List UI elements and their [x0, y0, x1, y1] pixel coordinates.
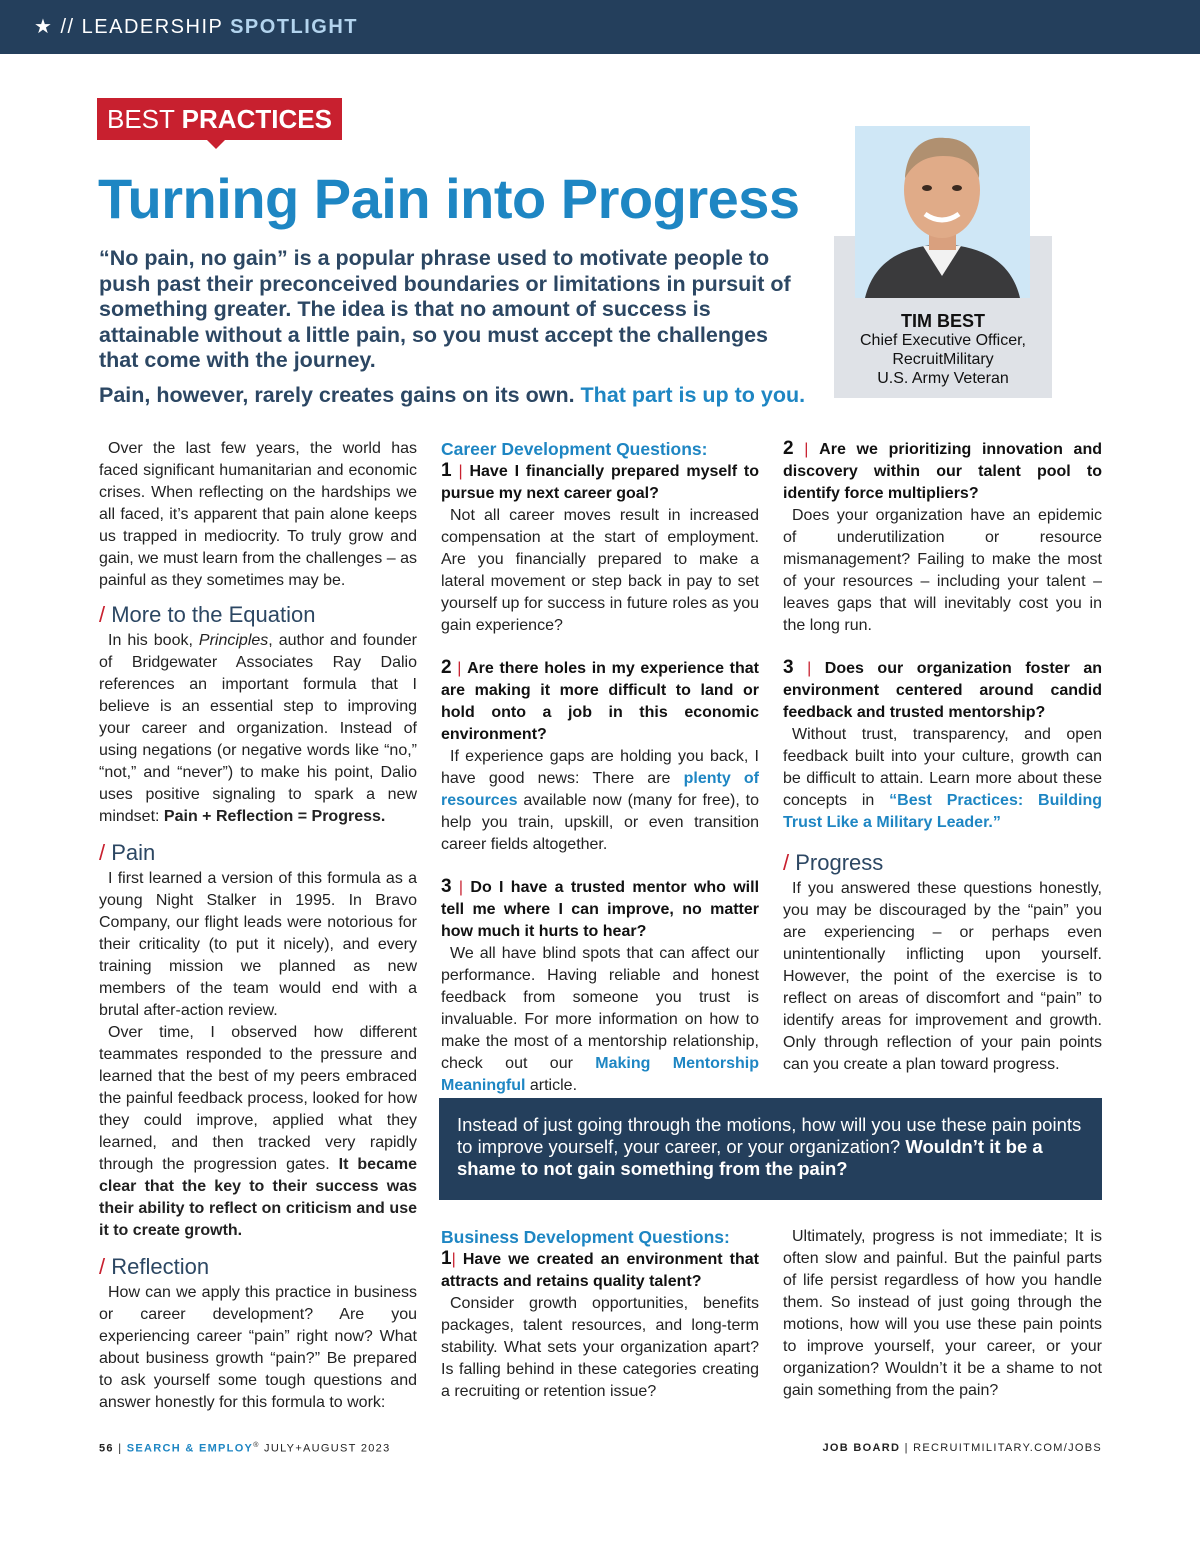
- heading-reflection: / Reflection: [99, 1254, 210, 1279]
- closing-paragraph: Ultimately, progress is not immediate; It is often slow and painful. But the painful parts of life persist regardless of how you handle them. So instead of just going through the motions, how will you use these pain points to improve yourself, your career, or your organization? Wouldn’t it be a shame to not gain something from the pain?: [783, 1228, 1102, 1399]
- job-board-url[interactable]: RECRUITMILITARY.COM/JOBS: [913, 1442, 1102, 1454]
- heading-text: More to the Equation: [111, 602, 316, 627]
- text: If experience gaps are holding you back, I have good news: There are: [441, 748, 759, 787]
- section-header-highlight: SPOTLIGHT: [230, 16, 359, 38]
- business-questions: [441, 1226, 759, 1403]
- text: article.: [525, 1077, 578, 1094]
- mentorship-link[interactable]: Making Mentorship Meaningful: [441, 1055, 760, 1094]
- text: , author and founder of Bridgewater Associates Ray Dalio references an important formula that I believe is an essential step to improving your career and organization. Instead of using negations (or negative words like “no,” “not,” and “never”) to make his point, Dalio uses positive signaling to spark a new mindset:: [99, 632, 418, 825]
- q-text: Have we created an environment that attracts and retains quality talent?: [441, 1251, 759, 1290]
- lede-pain-text: Pain, however, rarely creates gains on its own.: [99, 383, 581, 407]
- tag-bold: PRACTICES: [181, 104, 332, 134]
- q-number: 2: [783, 438, 794, 459]
- article-lede-pain: [99, 383, 819, 408]
- pain-paragraph-2: [99, 1022, 417, 1242]
- q-number: 3: [783, 657, 794, 678]
- heading-text: Pain: [111, 840, 156, 865]
- heading-text: Reflection: [111, 1254, 210, 1279]
- section-header-prefix: ★ // LEADERSHIP: [34, 16, 231, 38]
- career-answer-3: [441, 943, 759, 1097]
- career-question-1: 1 | Have I financially prepared myself to pursue my next career goal?: [441, 460, 760, 502]
- heading-pain: / Pain: [99, 840, 156, 865]
- article-title: Turning Pain into Progress: [98, 167, 800, 230]
- heading-more-to-equation: / More to the Equation: [99, 602, 316, 627]
- q-text: Does our organization foster an environment centered around candid feedback and trusted mentorship?: [783, 660, 1102, 721]
- q-text: Are we prioritizing innovation and discovery within our talent pool to identify force multipliers?: [783, 441, 1102, 502]
- callout-text: Instead of just going through the motions, how will you use these pain points to improve yourself, your career, or your organization?: [457, 1114, 1082, 1157]
- trust-article-link[interactable]: “Best Practices: Building Trust Like a Military Leader.”: [783, 792, 1102, 831]
- q-text: Are there holes in my experience that are making it more difficult to land or hold onto a job in this economic environment?: [441, 660, 760, 743]
- business-question-2: 2 | Are we prioritizing innovation and discovery within our talent pool to identify force multipliers?: [783, 438, 1102, 502]
- text: Over time, I observed how different teammates responded to the pressure and learned that the best of my peers embraced the painful feedback process, looked for how they could improve, applied what they learned, and then tracked very rapidly through the progression gates.: [99, 1024, 417, 1173]
- lede-pain-highlight: That part is up to you.: [580, 383, 806, 407]
- article-lede: “No pain, no gain” is a popular phrase used to motivate people to push past their preconceived boundaries or limitations in pursuit of something greater. The idea is that no amount of success is attainable without a little pain, so you must accept the challenges that come with the journey.: [99, 246, 791, 372]
- job-board-label: JOB BOARD: [822, 1442, 901, 1454]
- business-answer-3: [783, 724, 1102, 834]
- bold-text: It became clear that the key to their success was their ability to reflect on criticism and use it to create growth.: [99, 1156, 417, 1239]
- section-header: [0, 0, 1200, 54]
- business-question-3: 3 | Does our organization foster an environment centered around candid feedback and trusted mentorship?: [783, 657, 1102, 721]
- author-veteran: U.S. Army Veteran: [877, 370, 1009, 387]
- pain-paragraph-1: I first learned a version of this formula as a young Night Stalker in 1995. In Bravo Company, our flight leads were notorious for their criticality (to put it nicely), and every training mission we planned as new members of the team would end with a brutal after-action review.: [99, 870, 417, 1019]
- text: available now (many for free), to help you train, upskill, or even transition career fields altogether.: [441, 792, 759, 853]
- pull-quote-callout: [439, 1098, 1102, 1200]
- resources-link[interactable]: plenty of resources: [441, 770, 759, 809]
- progress-paragraph: If you answered these questions honestly, you may be discouraged by the “pain” you are experiencing – or perhaps even unintentionally inflicting upon yourself. However, the point of the exercise is to reflect on areas of discomfort and “pain” to identify areas for improvement and growth. Only through reflection of your pain points can you create a plan toward progress.: [783, 880, 1102, 1073]
- heading-progress: / Progress: [783, 850, 884, 875]
- q-number: 1: [441, 460, 452, 481]
- reflection-paragraph: How can we apply this practice in business or career development? Are you experiencing career “pain” right now? What about business growth “pain?” Be prepared to ask yourself some tough questions and answer honestly for this formula to work:: [99, 1284, 417, 1411]
- career-answer-1: Not all career moves result in increased compensation at the start of employment. Are you financially prepared to make a lateral movement or step back in pay to set yourself up for success in future roles as you gain experience?: [441, 507, 759, 634]
- portrait-image: [855, 126, 1030, 298]
- column-2: [441, 438, 759, 1097]
- magazine-name: SEARCH & EMPLOY: [126, 1442, 254, 1455]
- business-questions-heading: Business Development Questions:: [441, 1227, 730, 1247]
- more-paragraph: [99, 630, 417, 828]
- q-number: 1: [441, 1248, 452, 1269]
- intro-paragraph: Over the last few years, the world has faced significant humanitarian and economic crises. When reflecting on the hardships we all faced, it’s apparent that pain alone keeps us trapped in mediocrity. To truly grow and gain, we must learn from the challenges – as painful as they sometimes may be.: [99, 440, 417, 589]
- author-title: Chief Executive Officer,: [860, 332, 1026, 349]
- footer-left: [99, 1442, 391, 1455]
- business-question-1: 1| Have we created an environment that attracts and retains quality talent?: [441, 1248, 759, 1290]
- q-number: 3: [441, 876, 452, 897]
- footer-separator: |: [118, 1442, 123, 1455]
- author-info: [834, 312, 1052, 388]
- footer-right: [823, 1442, 1103, 1454]
- issue-date: JULY+AUGUST 2023: [264, 1442, 391, 1455]
- tag-normal: BEST: [107, 104, 182, 134]
- page-number: 56: [99, 1442, 114, 1455]
- footer-separator: |: [904, 1442, 909, 1454]
- author-company: RecruitMilitary: [892, 351, 994, 368]
- career-question-3: 3 | Do I have a trusted mentor who will tell me where I can improve, no matter how much it hurts to hear?: [441, 876, 760, 940]
- career-questions-heading: Career Development Questions:: [441, 439, 708, 459]
- column-3: [783, 438, 1102, 1076]
- business-answer-2: Does your organization have an epidemic of underutilization or resource mismanagement? Failing to make the most of your resources – including your talent – leaves gaps that will inevitably cost you in the long run.: [783, 507, 1102, 634]
- book-title: Principles: [198, 632, 269, 649]
- q-text: Have I financially prepared myself to pursue my next career goal?: [441, 463, 760, 502]
- formula: Pain + Reflection = Progress.: [163, 808, 386, 825]
- author-portrait: [855, 126, 1030, 298]
- callout-bold: Wouldn’t it be a shame to not gain something from the pain?: [457, 1136, 1043, 1179]
- text: In his book,: [108, 632, 199, 649]
- career-answer-2: [441, 746, 759, 856]
- author-name: TIM BEST: [901, 311, 985, 331]
- text: Without trust, transparency, and open feedback built into your culture, growth can be difficult to attain. Learn more about these concepts in: [783, 726, 1102, 809]
- heading-text: Progress: [795, 850, 884, 875]
- category-tag: [97, 98, 342, 140]
- registered-mark: ®: [253, 1442, 260, 1449]
- column-1: [99, 438, 417, 1414]
- career-question-2: 2 | Are there holes in my experience that are making it more difficult to land or hold onto a job in this economic environment?: [441, 657, 760, 743]
- q-number: 2: [441, 657, 452, 678]
- q-text: Do I have a trusted mentor who will tell me where I can improve, no matter how much it hurts to hear?: [441, 879, 760, 940]
- closing-column: [783, 1226, 1102, 1402]
- business-answer-1: Consider growth opportunities, benefits packages, talent resources, and long-term stability. What sets your organization apart? Is falling behind in these categories creating a recruiting or retention issue?: [441, 1295, 759, 1400]
- text: We all have blind spots that can affect our performance. Having reliable and honest feedback from someone you trust is invaluable. For more information on how to make the most of a mentorship relationship, check out our: [441, 945, 759, 1072]
